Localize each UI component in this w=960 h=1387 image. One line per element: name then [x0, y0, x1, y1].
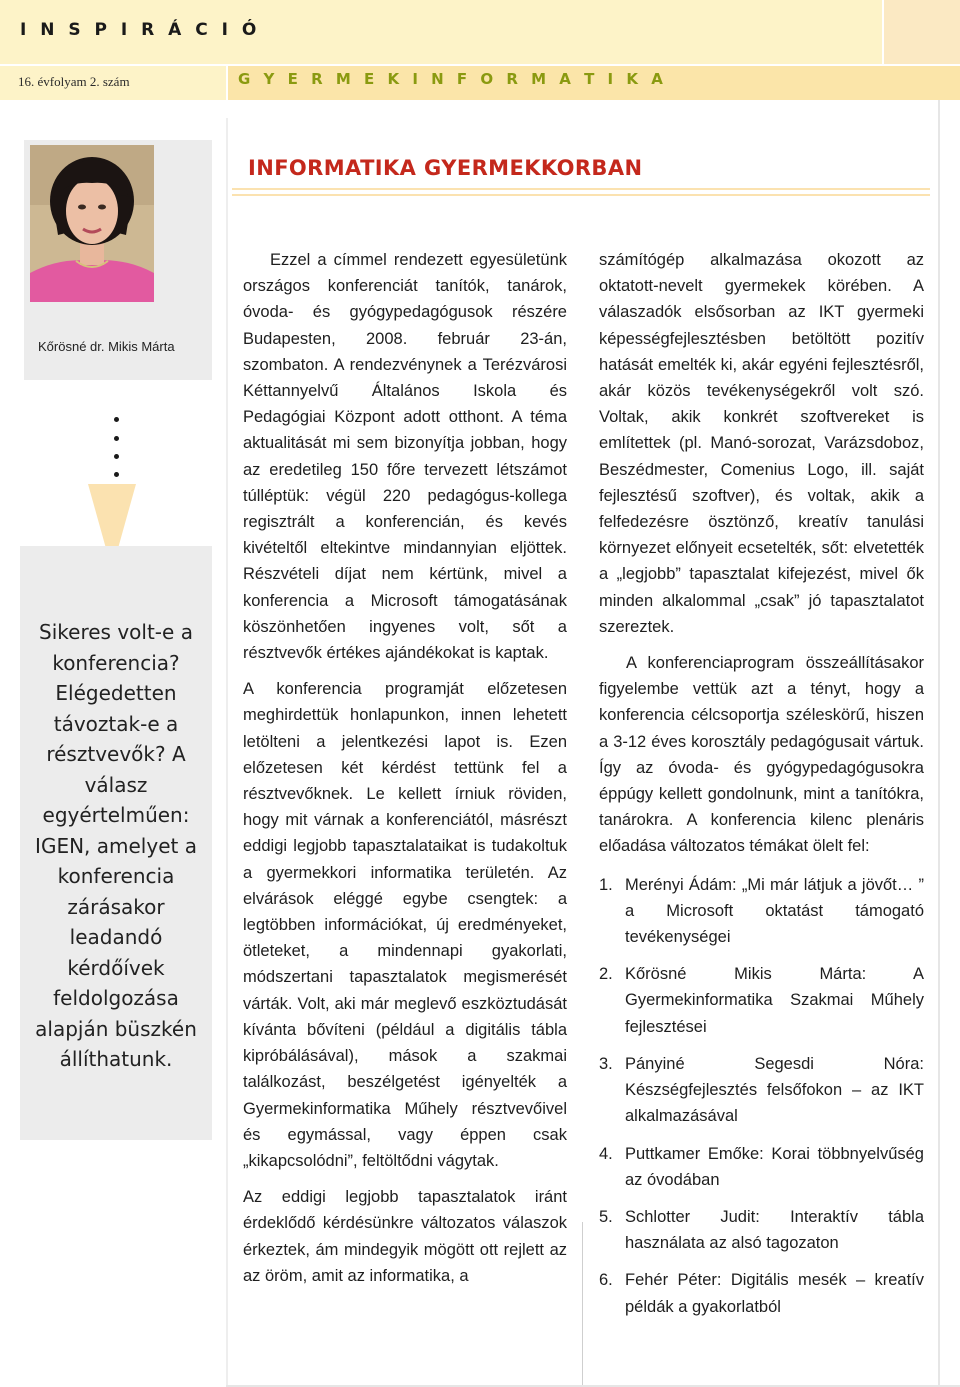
dot-icon	[114, 454, 119, 459]
paragraph: Az eddigi legjobb tapasztalatok iránt érdeklődő kérdésünkre változatos válaszok érkeztek, ám mindegyik mögött ott rejlett az az öröm, amit az informatika, a	[243, 1188, 567, 1285]
list-item: 1. Merényi Ádám: „Mi már látjuk a jövőt… ” a Microsoft oktatást támogató tevékenységei	[599, 875, 924, 947]
paragraph: számítógép alkalmazása okozott az oktatott-nevelt gyermekek körében. A válaszadók elsősorban az IKT gyermeki képességfejlesztésben betöltött pozitív hatását emelték ki, akár egyéni fejlesztésről, akár közös tevékenységekről volt szó. Voltak, akik konkrét szoftvereket is említettek (pl. Manó-sorozat, Varázsdoboz, Beszédmester, Comenius Logo, ill. saját fejlesztésű szoftver), és voltak, akik a felfedezésre ösztönző, kreatív tanulási környezet előnyeit ecsetelték, sőt: elvetették a „legjobb” tapasztalat kifejezést, mivel ők minden alkalommal „csak” jó tapasztalatot szereztek.	[599, 251, 924, 636]
article-column-1	[243, 247, 567, 1299]
header-band-top-corner	[884, 0, 960, 64]
dot-icon	[114, 417, 119, 422]
dot-icon	[114, 472, 119, 477]
page-divider-right	[938, 100, 940, 1387]
section-title: G Y E R M E K I N F O R M A T I K A	[238, 70, 667, 88]
lead-text: Sikeres volt-e a konferencia? Elégedetten távoztak-e a résztvevők? A válasz egyértelműen: IGEN, amelyet a konferencia zárásakor leadandó kérdőívek feldolgozása alapján büszkén állíthatunk.	[35, 620, 197, 1071]
author-name: Kőrösné dr. Mikis Márta	[38, 339, 175, 354]
list-item: 5. Schlotter Judit: Interaktív tábla használata az alsó tagozaton	[599, 1207, 924, 1253]
paragraph: Ezzel a címmel rendezett egyesületünk országos konferenciát tanítók, tanárok, óvoda- és gyógypedagógusok részére Budapesten, 2008. február 23-án, szombaton. A rendezvénynek a Terézvárosi Kéttannyelvű Általános Iskola és Pedagógiai Központ adott otthont. A téma aktualitását mi sem bizonyítja jobban, hogy az eredetileg 150 főre tervezett létszámot túlléptük: végül 220 pedagógus-kollega regisztrált a konferencián, és kevés kivételtől eltekintve mindannyian eljöttek. Részvételi díjat nem kértünk, mivel a konferencia a Microsoft támogatásának köszönhetően ingyenes volt, sőt a résztvevők értékes ajándékokat is kaptak.	[243, 251, 567, 663]
column-divider	[582, 1222, 583, 1387]
article-title: INFORMATIKA GYERMEKKORBAN	[248, 156, 643, 180]
list-item: 2. Kőrösné Mikis Márta: A Gyermekinformatika Szakmai Műhely fejlesztései	[599, 965, 924, 1036]
list-item: 4. Puttkamer Emőke: Korai többnyelvűség az óvodában	[599, 1144, 924, 1189]
issue-label: 16. évfolyam 2. szám	[18, 74, 130, 89]
paragraph: A konferencia programját előzetesen meghirdettük honlapunkon, innen lehetett letölteni a jelentkezési lapot is. Ezen előzetesen két kérdést tettünk fel a résztvevőknek. Le kellett írniuk röviden, hogy mit várnak a konferenciától, másrészt eddigi legjobb tapasztalataikat is tudakoltuk a gyermekkori informatika területén. Az elvárások eléggé egybe csengtek: a legtöbben információkat, új eredményeket, ötleteket, a mindennapi gyakorlati, módszertani tapasztalatok megismerését várták. Volt, aki már meglevő eszköztudását kívánta bővíteni (például a digitális tábla kipróbálásával), mások a szakmai találkozást, beszélgetést igényelték a Gyermekinformatika Műhely résztvevőivel és egymással, vagy éppen csak „kikapcsolódni”, feltöltődni vágytak.	[243, 680, 567, 1170]
list-item: 6. Fehér Péter: Digitális mesék – kreatív példák a gyakorlatból	[599, 1271, 924, 1316]
list-item: 3. Pányiné Segesdi Nóra: Készségfejlesztés felsőfokon – az IKT alkalmazásával	[599, 1054, 924, 1126]
article-column-2	[599, 247, 924, 1331]
title-rule	[232, 188, 930, 190]
talks-list	[599, 872, 924, 1320]
author-photo	[30, 145, 154, 302]
page-divider-left	[226, 118, 228, 1387]
magazine-title: I N S P I R Á C I Ó	[20, 20, 261, 40]
dot-icon	[114, 436, 119, 441]
portrait-image	[30, 145, 154, 302]
title-rule	[232, 194, 930, 196]
paragraph: A konferenciaprogram összeállításakor figyelembe vettük azt a tényt, hogy a konferencia célcsoportja széleskörű, hiszen a 3-12 éves korosztály pedagógusait vártuk. Így az óvoda- és gyógypedagógusokra éppúgy kellett gondolnunk, mint a tanítókra, tanárokra. A konferencia kilenc plenáris előadása változatos témákat ölelt fel:	[599, 654, 924, 856]
